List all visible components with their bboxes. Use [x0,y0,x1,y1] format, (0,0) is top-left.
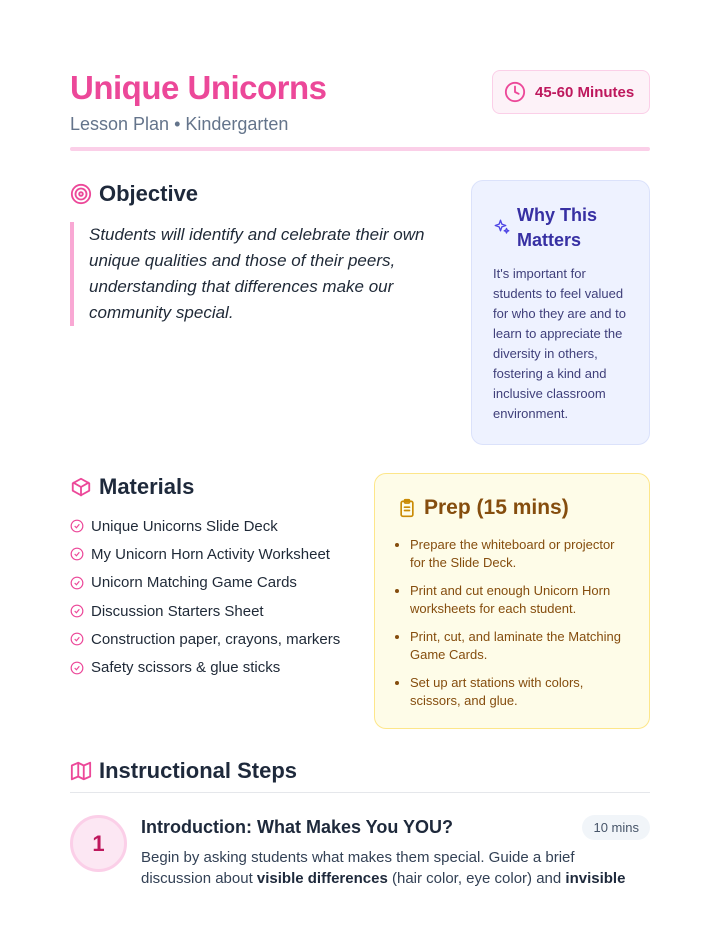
page-subtitle: Lesson Plan • Kindergarten [70,114,289,134]
check-circle-icon [70,576,84,590]
step-description [141,847,646,889]
box-icon [70,476,92,498]
why-title: Why This Matters [517,205,597,250]
step-desc-text: Begin by asking students what makes them special. Guide a brief discussion about [141,849,575,887]
why-heading [493,203,629,253]
prep-list [397,536,629,710]
duration-badge [492,70,650,114]
why-this-matters-card [471,180,650,445]
prep-card [374,473,650,729]
step-title: Introduction: What Makes You YOU? [141,817,454,837]
check-circle-icon [70,632,84,646]
objective-heading [70,181,198,207]
steps-heading [70,758,297,784]
list-item [70,625,360,653]
material-label: Construction paper, crayons, markers [91,630,341,648]
prep-heading [397,496,629,520]
objective-text: Students will identify and celebrate their own unique qualities and those of their peers, understanding that differences make our community special. [89,225,425,322]
steps-divider [70,792,650,793]
lesson-header [70,68,650,152]
materials-heading [70,474,194,500]
target-icon [70,183,92,205]
objective-title: Objective [99,181,199,206]
check-circle-icon [70,604,84,618]
prep-title: Prep (15 mins) [424,496,569,519]
material-label: My Unicorn Horn Activity Worksheet [91,545,330,563]
list-item: • Set up art stations with colors, scissors, and glue. [410,674,629,710]
materials-title: Materials [99,474,195,499]
sparkles-icon [493,218,511,236]
duration-label: 45-60 Minutes [535,83,635,101]
material-label: Discussion Starters Sheet [91,602,264,620]
list-item: • Print and cut enough Unicorn Horn worksheets for each student. [410,582,629,618]
page-title: Unique Unicorns [70,69,327,106]
material-label: Safety scissors & glue sticks [91,659,281,677]
map-icon [70,760,92,782]
header-divider [70,147,650,151]
clock-icon [504,81,526,103]
check-circle-icon [70,547,84,561]
material-label: Unique Unicorns Slide Deck [91,517,278,535]
clipboard-icon [397,498,417,518]
step-desc-emphasis: visible differences [256,870,388,887]
step-number: 1 [70,815,127,872]
check-circle-icon [70,519,84,533]
check-circle-icon [70,661,84,675]
list-item: • Print, cut, and laminate the Matching Game Cards. [410,628,629,664]
materials-list [70,512,360,682]
list-item [70,653,360,681]
list-item [70,597,360,625]
list-item [70,512,360,540]
step-desc-text: (hair color, eye color) and [387,870,566,887]
objective-quote [70,222,450,326]
step-desc-emphasis: invisible [565,870,626,887]
steps-title: Instructional Steps [99,758,298,783]
step-time-badge: 10 mins [582,815,650,840]
material-label: Unicorn Matching Game Cards [91,574,297,592]
list-item [70,569,360,597]
list-item: • Prepare the whiteboard or projector for the Slide Deck. [410,536,629,572]
list-item [70,540,360,568]
why-text: It's important for students to feel valued for who they are and to learn to appreciate the diversity in others, fostering a kind and inclusive classroom environment. [493,266,626,421]
